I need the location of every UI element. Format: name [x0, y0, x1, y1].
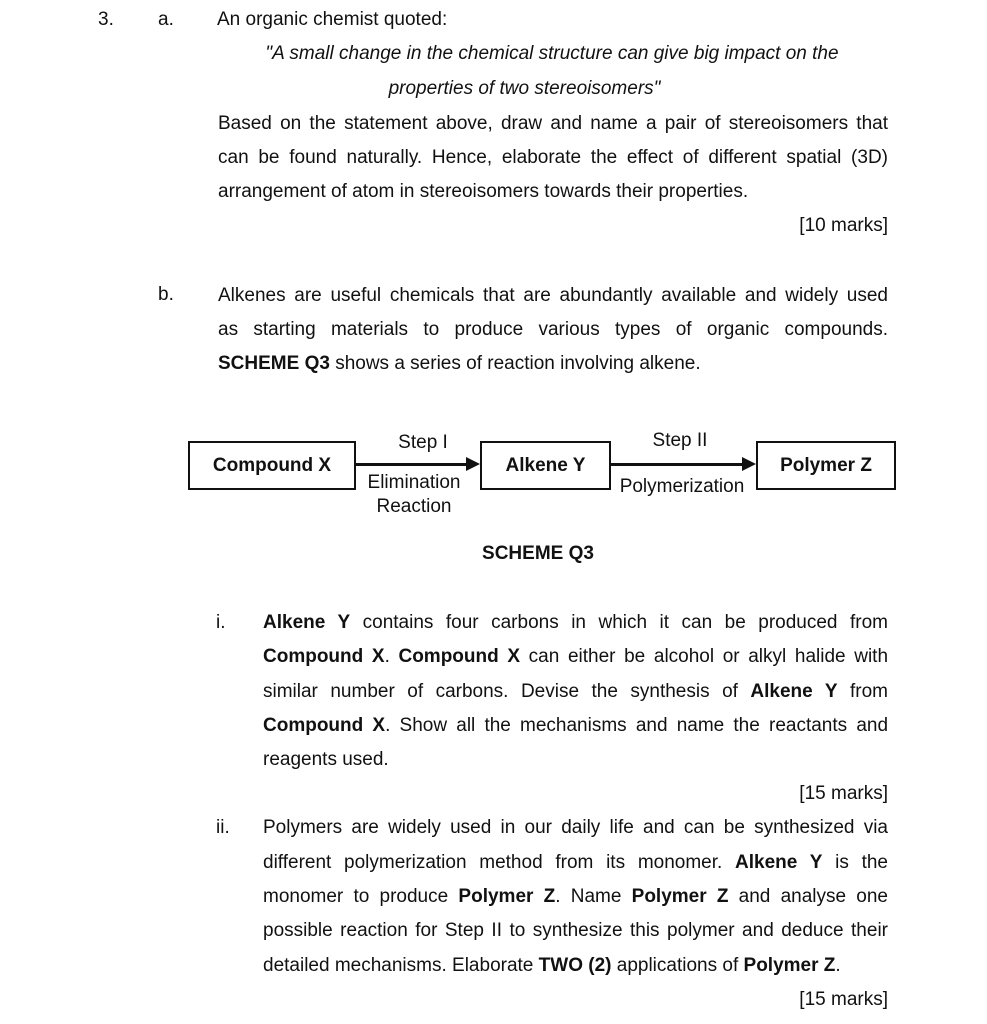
sub-ii-line-4: possible reaction for Step II to synthesize this polymer and deduce their	[263, 920, 888, 941]
quote-line-1: "A small change in the chemical structure can give big impact on the	[265, 43, 839, 64]
sub-i-line-4-text: . Show all the mechanisms and name the reactants and	[385, 715, 889, 736]
sub-ii-line-5	[263, 954, 841, 978]
compound-x-bold: Compound X	[263, 646, 385, 667]
step-1-arrow-shaft	[356, 463, 468, 466]
part-b-body-line-3	[218, 352, 701, 376]
sub-ii-line-2	[263, 851, 888, 875]
sub-ii-line-5-mid: applications of	[611, 955, 744, 976]
alkene-y-bold: Alkene Y	[750, 681, 838, 702]
sub-ii-line-3-text: monomer to produce	[263, 886, 459, 907]
part-b-body-line-2: as starting materials to produce various types of organic compounds.	[218, 319, 888, 340]
sub-ii-marks: [15 marks]	[799, 989, 888, 1010]
sub-ii-line-3-mid: . Name	[555, 886, 632, 907]
sub-ii-line-1: Polymers are widely used in our daily life and can be synthesized via	[263, 817, 888, 838]
part-b-body-line-1: Alkenes are useful chemicals that are abundantly available and widely used	[218, 285, 888, 306]
step-2-desc: Polymerization	[619, 476, 745, 497]
polymer-z-bold: Polymer Z	[631, 886, 729, 907]
sub-i-line-3	[263, 680, 888, 704]
step-1-arrow-head-icon	[466, 457, 480, 471]
sub-ii-label: ii.	[216, 817, 230, 838]
alkene-y-bold: Alkene Y	[263, 612, 351, 633]
step-1-desc-line-2: Reaction	[376, 496, 452, 517]
sub-i-line-5: reagents used.	[263, 749, 389, 770]
sub-i-line-2	[263, 645, 888, 669]
question-number: 3.	[98, 9, 114, 30]
step-1-desc-line-1: Elimination	[367, 472, 461, 493]
step-2-arrow-shaft	[611, 463, 744, 466]
sub-ii-line-3-end: and analyse one	[728, 886, 888, 907]
alkene-y-bold: Alkene Y	[735, 852, 823, 873]
step-2-label: Step II	[652, 430, 708, 451]
sub-ii-line-2-end: is the	[822, 852, 888, 873]
scheme-caption: SCHEME Q3	[482, 543, 594, 564]
sub-i-label: i.	[216, 612, 226, 633]
polymer-z-bold: Polymer Z	[743, 955, 836, 976]
sub-ii-line-3	[263, 885, 888, 909]
compound-x-bold: Compound X	[398, 646, 521, 667]
quote-line-2: properties of two stereoisomers"	[388, 78, 661, 99]
sub-i-line-1-text: contains four carbons in which it can be produced from	[350, 612, 888, 633]
sub-i-line-1	[263, 611, 888, 635]
sub-ii-line-2-text: different polymerization method from its monomer.	[263, 852, 736, 873]
sub-i-marks: [15 marks]	[799, 783, 888, 804]
sub-i-line-2-text: can either be alcohol or alkyl halide with	[520, 646, 889, 667]
sub-i-line-2-sep: .	[384, 646, 399, 667]
part-b-body-line-3-rest: shows a series of reaction involving alkene.	[329, 353, 701, 374]
alkene-y-box: Alkene Y	[480, 441, 611, 490]
two-count-bold: TWO (2)	[538, 955, 612, 976]
step-1-label: Step I	[398, 432, 448, 453]
polymer-z-bold: Polymer Z	[458, 886, 556, 907]
polymer-z-box: Polymer Z	[756, 441, 896, 490]
compound-x-box: Compound X	[188, 441, 356, 490]
part-a-body-line-2: can be found naturally. Hence, elaborate the effect of different spatial (3D)	[218, 147, 888, 168]
part-a-label: a.	[158, 9, 174, 30]
sub-i-line-4	[263, 714, 888, 738]
sub-ii-line-5-end: .	[835, 955, 841, 976]
part-a-body-line-3: arrangement of atom in stereoisomers towards their properties.	[218, 181, 749, 202]
step-2-arrow-head-icon	[742, 457, 756, 471]
part-b-label: b.	[158, 284, 174, 305]
sub-i-line-3-text: similar number of carbons. Devise the synthesis of	[263, 681, 751, 702]
sub-ii-line-5-text: detailed mechanisms. Elaborate	[263, 955, 539, 976]
part-a-body-line-1: Based on the statement above, draw and name a pair of stereoisomers that	[218, 113, 888, 134]
compound-x-bold: Compound X	[263, 715, 386, 736]
sub-i-line-3-end: from	[837, 681, 889, 702]
part-a-intro: An organic chemist quoted:	[217, 9, 448, 30]
scheme-ref-bold: SCHEME Q3	[218, 353, 330, 374]
part-a-marks: [10 marks]	[799, 215, 888, 236]
